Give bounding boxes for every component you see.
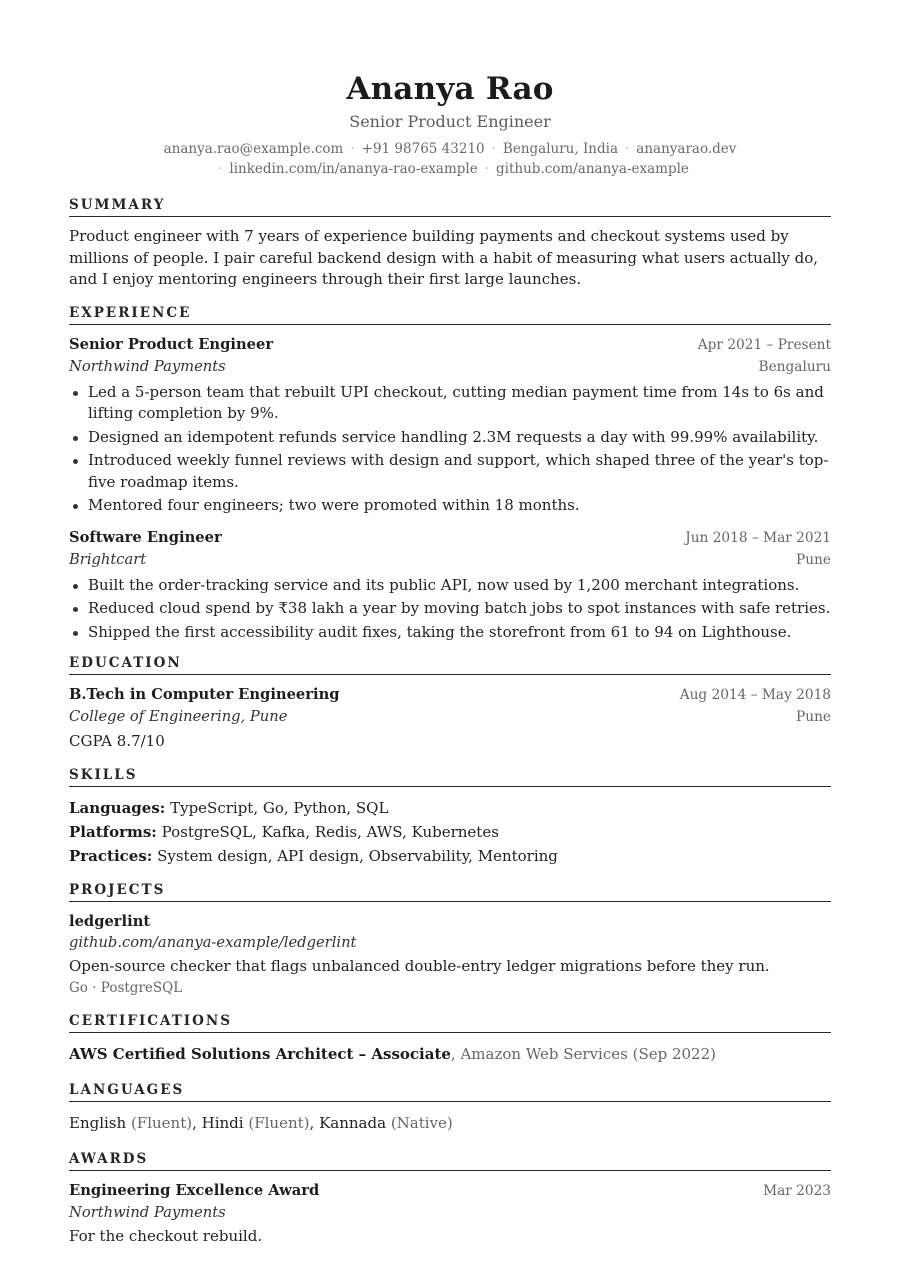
job-company: Northwind Payments <box>69 357 226 375</box>
skills-label: Languages: <box>69 798 166 817</box>
awards-section <box>69 1151 831 1248</box>
experience-section <box>69 305 831 644</box>
certification-issuer: , Amazon Web Services (Sep 2022) <box>450 1045 716 1063</box>
email-link[interactable]: ananya.rao@example.com <box>163 141 344 157</box>
job-bullets <box>69 575 831 644</box>
award-org: Northwind Payments <box>69 1204 226 1221</box>
project-description: Open-source checker that flags unbalanced double-entry ledger migrations before they run. <box>69 956 770 975</box>
linkedin-link[interactable]: linkedin.com/in/ananya-rao-example <box>229 161 478 177</box>
phone-number[interactable]: +91 98765 43210 <box>361 141 485 157</box>
job-entry <box>69 334 831 517</box>
project-url[interactable]: github.com/ananya-example/ledgerlint <box>69 933 357 951</box>
github-link[interactable]: github.com/ananya-example <box>496 161 689 177</box>
certification-name: AWS Certified Solutions Architect – Associate <box>69 1045 451 1063</box>
job-company-row <box>69 356 831 378</box>
language-level: (Fluent) <box>248 1114 310 1132</box>
separator-dot: · <box>350 141 355 157</box>
section-heading-summary: SUMMARY <box>69 197 831 217</box>
section-heading-certifications: CERTIFICATIONS <box>69 1013 831 1033</box>
job-title: Senior Product Engineer <box>69 335 274 353</box>
school-location: Pune <box>796 709 831 725</box>
skills-row <box>69 796 831 820</box>
language-level: (Native) <box>390 1114 453 1132</box>
degree-title: B.Tech in Computer Engineering <box>69 686 340 703</box>
award-note: For the checkout rebuild. <box>69 1227 263 1245</box>
bullet-item: Designed an idempotent refunds service handling 2.3M requests a day with 99.99% availability. <box>69 427 831 449</box>
candidate-name: Ananya Rao <box>346 71 554 107</box>
certification-item <box>69 1042 831 1066</box>
bullet-item: Mentored four engineers; two were promoted within 18 months. <box>69 495 831 517</box>
education-section <box>69 655 831 753</box>
project-name: ledgerlint <box>69 912 151 930</box>
section-heading-languages: LANGUAGES <box>69 1082 831 1102</box>
job-header-row <box>69 334 831 356</box>
language-level: (Fluent) <box>130 1114 193 1132</box>
skills-row <box>69 844 831 868</box>
job-location: Bengaluru <box>758 358 831 375</box>
skills-row <box>69 820 831 844</box>
job-header-row <box>69 527 831 549</box>
section-heading-awards: AWARDS <box>69 1151 831 1171</box>
job-bullets <box>69 382 831 517</box>
award-title: Engineering Excellence Award <box>69 1182 320 1199</box>
projects-section <box>69 882 831 1000</box>
language-name: Kannada <box>319 1114 387 1132</box>
language-name: English <box>69 1114 127 1132</box>
bullet-item: Led a 5-person team that rebuilt UPI checkout, cutting median payment time from 14s to 6s and lifting completion by 9%. <box>69 382 831 425</box>
project-tech: Go · PostgreSQL <box>69 980 183 996</box>
separator-dot: · <box>218 161 223 177</box>
section-heading-projects: PROJECTS <box>69 882 831 902</box>
job-location: Pune <box>796 551 831 568</box>
job-company: Brightcart <box>69 550 147 568</box>
summary-text: Product engineer with 7 years of experience building payments and checkout systems used by millions of people. I pair careful backend design with a habit of measuring what users actually do, and I enjoy mentoring engineers through their first large launches. <box>69 227 819 288</box>
summary-section <box>69 197 831 291</box>
bullet-item: Introduced weekly funnel reviews with design and support, which shaped three of the year's top-five roadmap items. <box>69 450 831 493</box>
skills-label: Platforms: <box>69 822 157 841</box>
resume-header <box>69 0 831 179</box>
candidate-title: Senior Product Engineer <box>349 112 551 131</box>
skills-value: System design, API design, Observability, Mentoring <box>157 846 558 865</box>
languages-section <box>69 1082 831 1135</box>
job-dates: Apr 2021 – Present <box>697 336 831 353</box>
bullet-item: Reduced cloud spend by ₹38 lakh a year by moving batch jobs to spot instances with safe retries. <box>69 598 831 620</box>
skills-value: PostgreSQL, Kafka, Redis, AWS, Kubernetes <box>161 822 499 841</box>
contact-line-1 <box>69 139 831 159</box>
location-text: Bengaluru, India <box>502 141 618 157</box>
separator-dot: · <box>484 161 490 177</box>
separator-dot: · <box>625 141 630 157</box>
skills-section <box>69 767 831 868</box>
award-date: Mar 2023 <box>763 1183 831 1199</box>
language-name: Hindi <box>201 1114 244 1132</box>
section-heading-experience: EXPERIENCE <box>69 305 831 325</box>
job-company-row <box>69 549 831 571</box>
education-school-row <box>69 706 831 728</box>
bullet-item: Built the order-tracking service and its public API, now used by 1,200 merchant integrations. <box>69 575 831 597</box>
education-grade: CGPA 8.7/10 <box>69 732 165 750</box>
job-dates: Jun 2018 – Mar 2021 <box>685 529 831 546</box>
section-heading-education: EDUCATION <box>69 655 831 675</box>
contact-line-2 <box>69 159 831 179</box>
bullet-item: Shipped the first accessibility audit fixes, taking the storefront from 61 to 94 on Lighthouse. <box>69 622 831 644</box>
skills-label: Practices: <box>69 846 153 865</box>
education-header-row <box>69 684 831 706</box>
separator-dot: · <box>491 141 496 157</box>
skills-value: TypeScript, Go, Python, SQL <box>170 798 389 817</box>
section-heading-skills: SKILLS <box>69 767 831 787</box>
education-dates: Aug 2014 – May 2018 <box>679 687 831 703</box>
job-entry <box>69 527 831 644</box>
job-title: Software Engineer <box>69 528 222 546</box>
website-link[interactable]: ananyarao.dev <box>636 141 737 157</box>
certifications-section <box>69 1013 831 1066</box>
languages-list: English (Fluent), Hindi (Fluent), Kannada (Native) <box>69 1114 453 1132</box>
award-header-row <box>69 1180 831 1202</box>
school-name: College of Engineering, Pune <box>69 708 288 725</box>
